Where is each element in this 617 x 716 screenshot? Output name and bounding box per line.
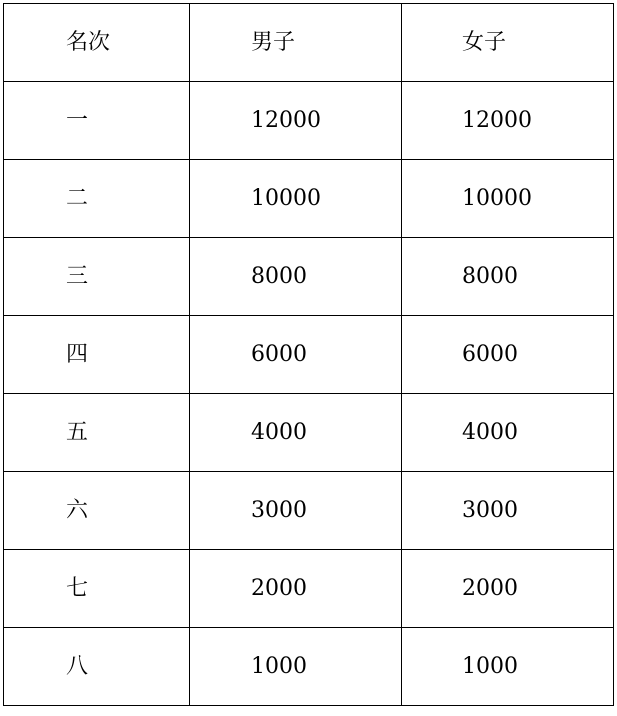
male-value-cell: 10000 <box>190 160 402 238</box>
female-value-cell: 3000 <box>402 472 614 550</box>
table-row <box>4 160 614 238</box>
header-row <box>4 4 614 82</box>
rank-cell: 八 <box>4 628 190 706</box>
female-value-cell: 10000 <box>402 160 614 238</box>
female-value-cell: 2000 <box>402 550 614 628</box>
female-value-cell: 4000 <box>402 394 614 472</box>
table-row <box>4 82 614 160</box>
male-value-cell: 4000 <box>190 394 402 472</box>
rank-cell: 五 <box>4 394 190 472</box>
male-value-cell: 8000 <box>190 238 402 316</box>
header-cell-female: 女子 <box>402 4 614 82</box>
rank-cell: 六 <box>4 472 190 550</box>
prize-table <box>3 3 614 706</box>
table-row <box>4 316 614 394</box>
table-row <box>4 238 614 316</box>
female-value-cell: 6000 <box>402 316 614 394</box>
male-value-cell: 6000 <box>190 316 402 394</box>
female-value-cell: 8000 <box>402 238 614 316</box>
table-row <box>4 628 614 706</box>
header-cell-rank: 名次 <box>4 4 190 82</box>
female-value-cell: 1000 <box>402 628 614 706</box>
rank-cell: 一 <box>4 82 190 160</box>
male-value-cell: 2000 <box>190 550 402 628</box>
table-row <box>4 550 614 628</box>
rank-cell: 三 <box>4 238 190 316</box>
table-row <box>4 394 614 472</box>
rank-cell: 二 <box>4 160 190 238</box>
male-value-cell: 1000 <box>190 628 402 706</box>
female-value-cell: 12000 <box>402 82 614 160</box>
rank-cell: 四 <box>4 316 190 394</box>
header-cell-male: 男子 <box>190 4 402 82</box>
table-row <box>4 472 614 550</box>
male-value-cell: 12000 <box>190 82 402 160</box>
rank-cell: 七 <box>4 550 190 628</box>
male-value-cell: 3000 <box>190 472 402 550</box>
